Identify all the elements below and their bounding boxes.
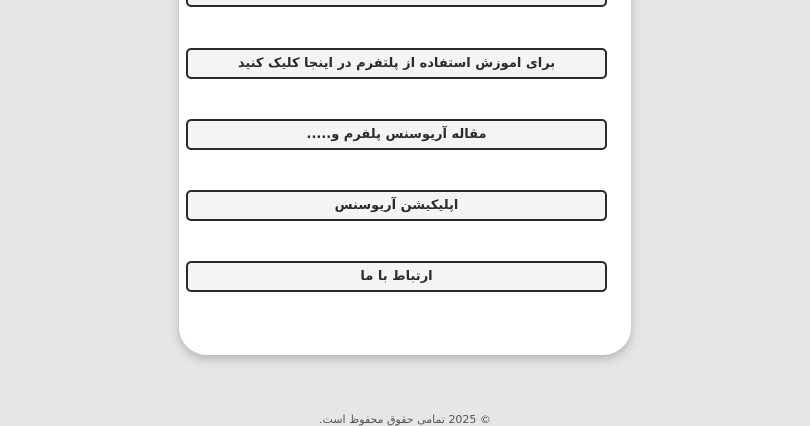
contact-button[interactable]: ارتباط با ما (186, 261, 607, 292)
menu-card (179, 0, 631, 355)
app-button[interactable]: اپلیکیشن آریوسنس (186, 190, 607, 221)
footer-copyright: © 2025 تمامی حقوق محفوظ است. (319, 413, 491, 426)
link-button-top-partial[interactable] (186, 0, 607, 7)
tutorial-button[interactable]: برای اموزش استفاده از پلتفرم در اینجا کلیک کنید (186, 48, 607, 79)
article-button[interactable]: مقاله آریوسنس پلفرم و..... (186, 119, 607, 150)
